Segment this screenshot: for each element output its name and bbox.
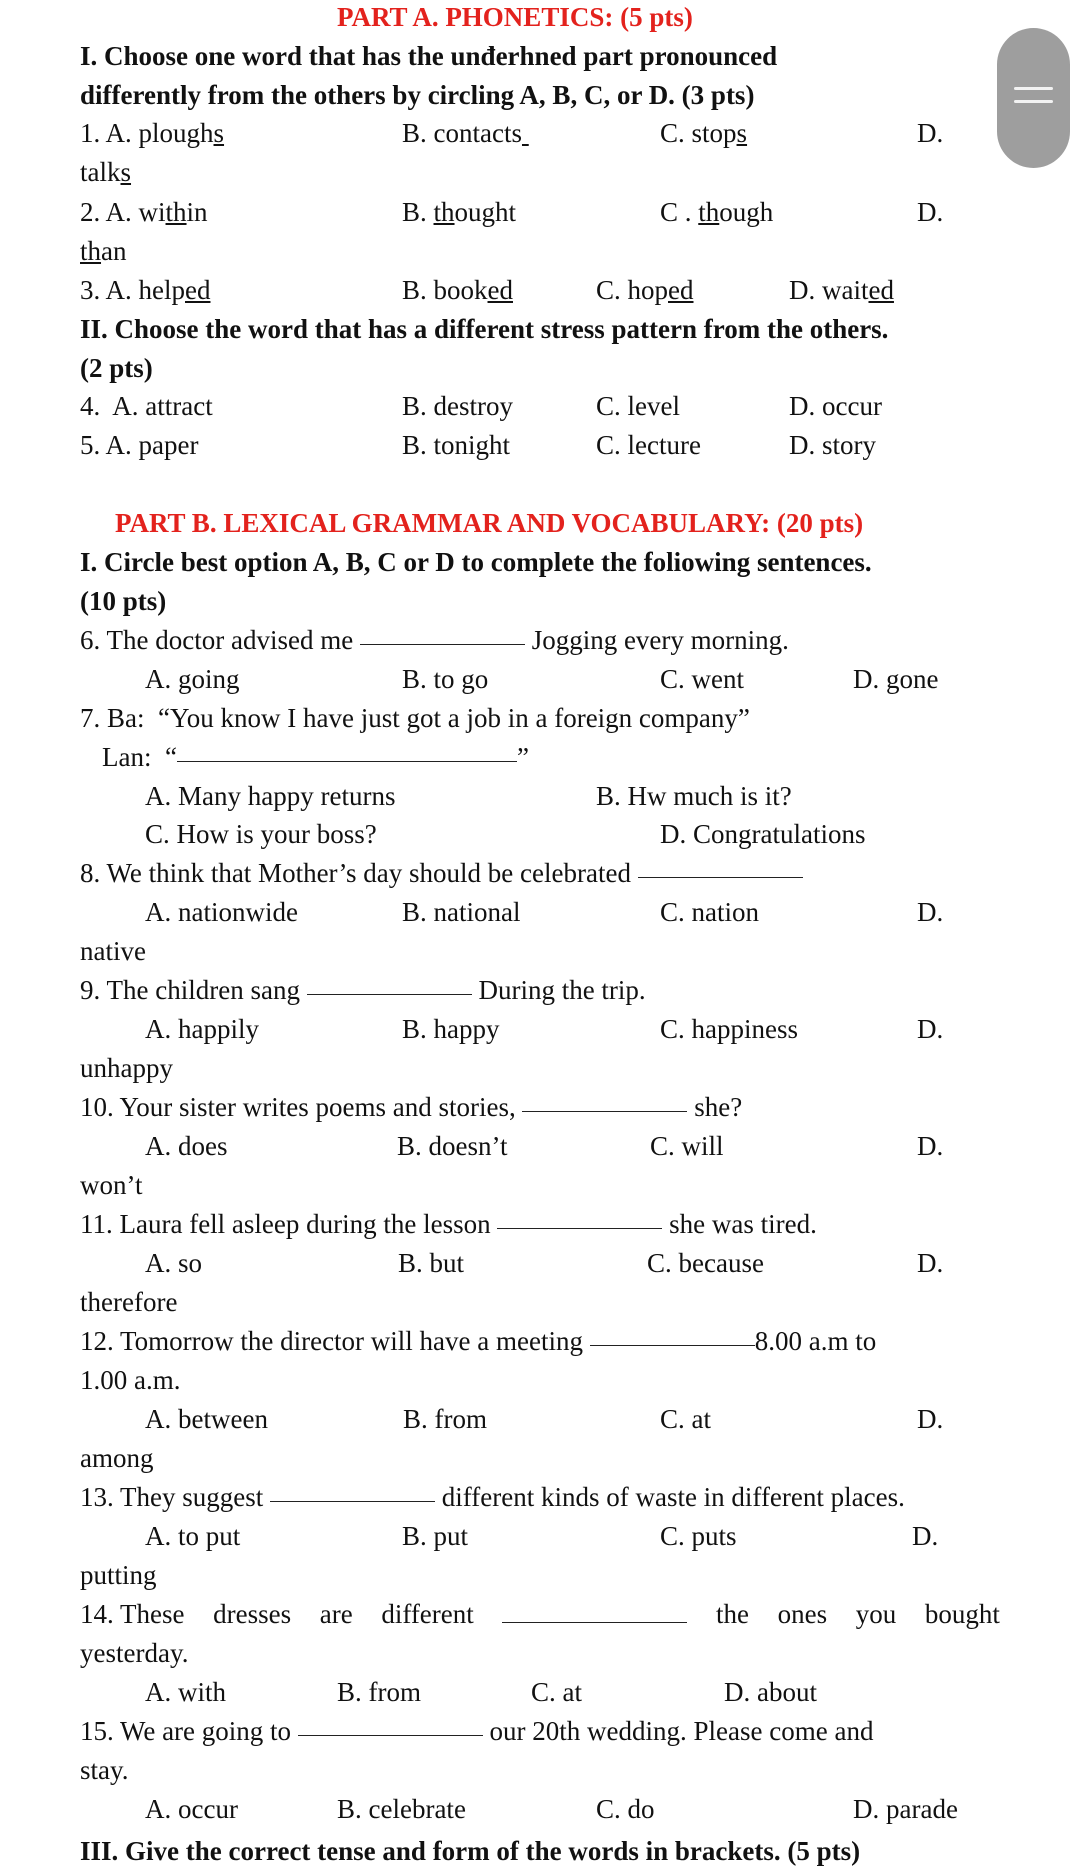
q11-option-a: A. so [145,1248,203,1278]
q13-option-c: C. puts [660,1521,737,1551]
q10-blank [522,1110,687,1112]
q2-option-c: C . though [660,197,774,227]
q4-option-a: 4. A. attract [80,391,213,421]
q5-option-a: 5. A. paper [80,430,199,460]
q1-option-a: 1. A. ploughs [80,118,225,148]
part-a-title: PART A. PHONETICS: (5 pts) [337,2,693,32]
part-b-sec1-instruction-line1: I. Circle best option A, B, C or D to complete the foliowing sentences. [80,547,872,577]
q9-stem: 9. The children sang During the trip. [80,975,646,1005]
q8-option-c: C. nation [660,897,759,927]
q7-option-b: B. Hw much is it? [596,781,792,811]
q6-option-b: B. to go [402,664,489,694]
q11-blank [497,1227,662,1229]
q14-stem-wrap: yesterday. [80,1638,189,1668]
q6-stem: 6. The doctor advised me Jogging every morning. [80,625,789,655]
q6-blank [360,643,525,645]
q14-blank [502,1621,687,1623]
q3-option-a: 3. A. helped [80,275,211,305]
q3-option-d: D. waited [789,275,894,305]
q9-blank [307,993,472,995]
handle-grip-line-2 [1014,100,1053,103]
q10-option-a: A. does [145,1131,228,1161]
q7-ba-line: 7. Ba: “You know I have just got a job in a foreign company” [80,703,750,733]
q9-option-c: C. happiness [660,1014,798,1044]
q15-option-a: A. occur [145,1794,238,1824]
q1-option-d-word: talks [80,157,132,187]
q7-blank [177,760,517,762]
q13-option-b: B. put [402,1521,469,1551]
q10-option-d-label: D. [917,1131,944,1161]
q1-option-d-label: D. [917,118,944,148]
q13-blank [270,1500,435,1502]
q4-option-b: B. destroy [402,391,513,421]
q12-option-b: B. from [403,1404,487,1434]
q7-lan-line: Lan: “ ” [102,742,529,772]
q11-stem: 11. Laura fell asleep during the lesson she was tired. [80,1209,817,1239]
q15-stem: 15. We are going to our 20th wedding. Please come and [80,1716,874,1746]
q1-option-c: C. stops [660,118,748,148]
q8-option-d-label: D. [917,897,944,927]
q10-option-c: C. will [650,1131,724,1161]
q6-option-c: C. went [660,664,744,694]
part-a-sec2-instruction-line1: II. Choose the word that has a different stress pattern from the others. [80,314,889,344]
q12-option-c: C. at [660,1404,711,1434]
part-b-sec3-instruction-cut: III. Give the correct tense and form of the words in brackets. (5 pts) [80,1836,861,1866]
q14-option-b: B. from [337,1677,421,1707]
part-a-sec2-instruction-line2: (2 pts) [80,353,153,383]
q4-option-d: D. occur [789,391,882,421]
q8-option-a: A. nationwide [145,897,298,927]
q8-option-b: B. national [402,897,521,927]
q7-option-d: D. Congratulations [660,819,866,849]
q13-option-d-label: D. [912,1521,939,1551]
q6-option-d: D. gone [853,664,939,694]
q15-option-b: B. celebrate [337,1794,466,1824]
q1-option-b: B. contacts [402,118,522,148]
q10-option-d-word: won’t [80,1170,143,1200]
q11-option-b: B. but [398,1248,465,1278]
q5-option-c: C. lecture [596,430,701,460]
q10-option-b: B. doesn’t [397,1131,508,1161]
q12-option-a: A. between [145,1404,268,1434]
q11-option-d-label: D. [917,1248,944,1278]
q5-option-b: B. tonight [402,430,511,460]
part-a-sec1-instruction-line2: differently from the others by circling A, B, C, or D. (3 pts) [80,80,755,110]
scroll-handle[interactable] [997,28,1070,168]
q14-option-d: D. about [724,1677,817,1707]
q2-option-a: 2. A. within [80,197,208,227]
q6-option-a: A. going [145,664,240,694]
q8-blank [638,876,803,878]
q15-stem-wrap: stay. [80,1755,129,1785]
q11-option-d-word: therefore [80,1287,178,1317]
q12-blank [590,1344,755,1346]
q14-option-a: A. with [145,1677,226,1707]
q7-option-c: C. How is your boss? [145,819,377,849]
q12-stem-wrap: 1.00 a.m. [80,1365,181,1395]
q13-option-d-word: putting [80,1560,157,1590]
q15-option-c: C. do [596,1794,655,1824]
q4-option-c: C. level [596,391,680,421]
q5-option-d: D. story [789,430,876,460]
q14-stem: 14. These dresses are different the ones you bought [80,1599,1000,1629]
q13-stem: 13. They suggest different kinds of waste in different places. [80,1482,905,1512]
q9-option-d-label: D. [917,1014,944,1044]
part-b-title: PART B. LEXICAL GRAMMAR AND VOCABULARY: (20 pts) [115,508,864,538]
q12-option-d-word: among [80,1443,154,1473]
q11-option-c: C. because [647,1248,764,1278]
q2-option-d-word: than [80,236,127,266]
part-a-sec1-instruction-line1: I. Choose one word that has the unđerhned part pronounced [80,41,778,71]
q8-option-d-word: native [80,936,146,966]
q8-stem: 8. We think that Mother’s day should be celebrated [80,854,803,893]
q3-option-c: C. hoped [596,275,694,305]
q3-option-b: B. booked [402,275,513,305]
q15-option-d: D. parade [853,1794,958,1824]
q13-option-a: A. to put [145,1521,241,1551]
part-b-sec1-instruction-line2: (10 pts) [80,586,167,616]
handle-grip-line-1 [1014,87,1053,90]
q9-option-b: B. happy [402,1014,500,1044]
q15-blank [298,1734,483,1736]
q12-stem: 12. Tomorrow the director will have a meeting 8.00 a.m to [80,1326,877,1356]
q7-option-a: A. Many happy returns [145,781,396,811]
q2-option-b: B. thought [402,197,517,227]
q12-option-d-label: D. [917,1404,944,1434]
q10-stem: 10. Your sister writes poems and stories, she? [80,1092,743,1122]
q9-option-d-word: unhappy [80,1053,173,1083]
q14-option-c: C. at [531,1677,582,1707]
q9-option-a: A. happily [145,1014,259,1044]
q2-option-d-label: D. [917,197,944,227]
